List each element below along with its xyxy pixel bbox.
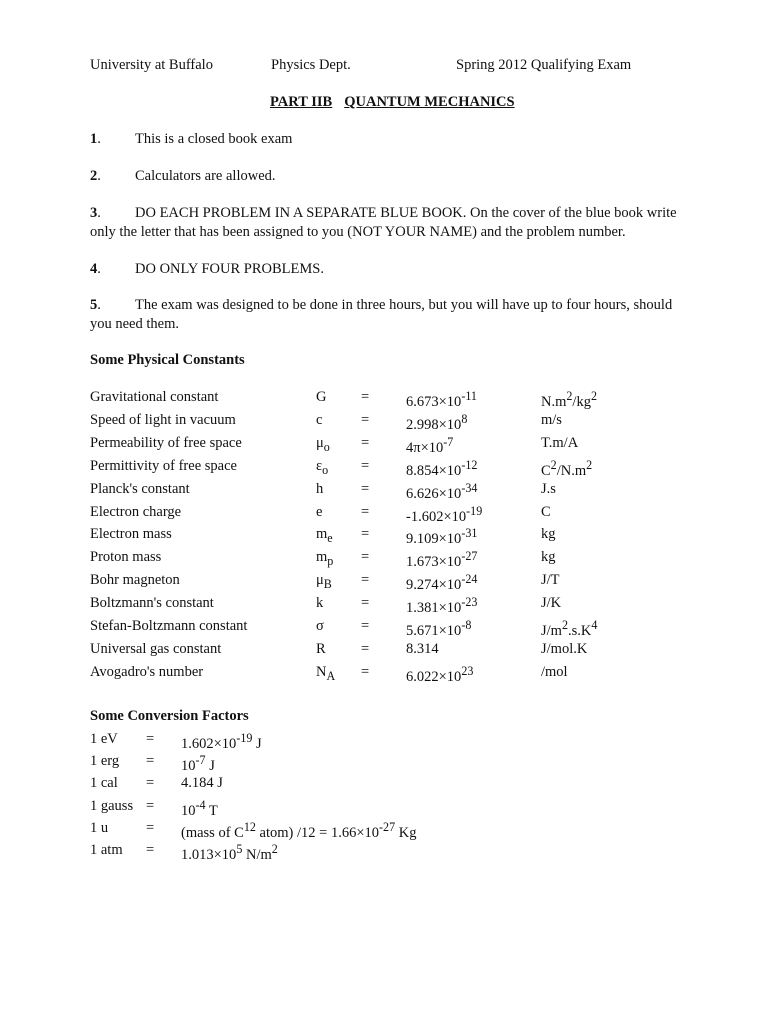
equals-sign: = <box>361 389 370 405</box>
conversion-row <box>90 820 510 840</box>
constant-unit: kg <box>541 526 556 542</box>
conversion-row <box>90 753 510 773</box>
equals-sign: = <box>361 572 370 588</box>
constant-unit: $J/m^2.s.K^4$ <box>541 618 598 639</box>
instruction-text: DO ONLY FOUR PROBLEMS. <box>135 261 324 277</box>
instruction-number: 4. <box>90 261 101 277</box>
instruction-item <box>90 167 710 186</box>
equals-sign: = <box>361 595 370 611</box>
constant-value: $6.673\times 10^{-11}$ <box>406 389 477 410</box>
constant-value: $9.274\times 10^{-24}$ <box>406 572 478 593</box>
equals-sign: = <box>146 820 155 836</box>
instruction-text-continued: you need them. <box>90 316 179 332</box>
constant-unit: J/K <box>541 595 562 611</box>
constant-row <box>90 641 650 661</box>
constant-value: $4\pi\times 10^{-7}$ <box>406 435 454 456</box>
equals-sign: = <box>361 664 370 680</box>
constant-value: $8.854\times 10^{-12}$ <box>406 458 478 479</box>
conversions-heading: Some Conversion Factors <box>90 708 249 724</box>
constant-row <box>90 435 650 455</box>
constant-unit: C <box>541 504 551 520</box>
instruction-item <box>90 260 710 279</box>
conversion-value: $10^{-4}$ T <box>181 798 218 819</box>
constant-name: Electron mass <box>90 526 172 542</box>
constant-unit: $C^2/N.m^2$ <box>541 458 593 479</box>
page-title <box>270 94 515 111</box>
constant-name: Electron charge <box>90 504 182 520</box>
conversion-unit: 1 atm <box>90 842 123 858</box>
header-exam: Spring 2012 Qualifying Exam <box>456 57 632 73</box>
constant-row <box>90 412 650 432</box>
instruction-text: DO EACH PROBLEM IN A SEPARATE BLUE BOOK. On the cover of the blue book write <box>135 205 677 221</box>
constant-value: $6.022\times 10^{23}$ <box>406 664 474 685</box>
constant-name: Gravitational constant <box>90 389 219 405</box>
instruction-number: 1. <box>90 131 101 147</box>
constant-symbol: h <box>316 481 324 497</box>
conversion-value: $1.013\times 10^5$ $N/m^2$ <box>181 842 278 863</box>
constant-value: $9.109\times 10^{-31}$ <box>406 526 478 547</box>
constant-unit: J.s <box>541 481 556 497</box>
header-university: University at Buffalo <box>90 57 213 73</box>
constant-unit: m/s <box>541 412 562 428</box>
constant-symbol: $m_p$ <box>316 549 334 568</box>
constant-symbol: $\varepsilon_o$ <box>316 458 329 477</box>
constant-symbol: $N_A$ <box>316 664 336 683</box>
constant-row <box>90 481 650 501</box>
constant-row <box>90 504 650 524</box>
conversion-unit: 1 eV <box>90 731 118 747</box>
equals-sign: = <box>361 526 370 542</box>
constant-unit: kg <box>541 549 556 565</box>
conversion-row <box>90 775 510 795</box>
constant-row <box>90 549 650 569</box>
instruction-number: 5. <box>90 297 101 313</box>
constant-symbol: k <box>316 595 324 611</box>
constant-symbol: $\mu_B$ <box>316 572 332 591</box>
conversion-unit: 1 cal <box>90 775 118 791</box>
constant-name: Proton mass <box>90 549 162 565</box>
header-department: Physics Dept. <box>271 57 351 73</box>
constant-symbol: G <box>316 389 327 405</box>
conversion-unit: 1 u <box>90 820 109 836</box>
constant-row <box>90 618 650 638</box>
constant-value: $6.626\times 10^{-34}$ <box>406 481 478 502</box>
constant-value: $5.671\times 10^{-8}$ <box>406 618 472 639</box>
constant-name: Stefan-Boltzmann constant <box>90 618 248 634</box>
conversion-row <box>90 731 510 751</box>
conversion-value: (mass of $C^{12}$ atom) $/12 = 1.66\times 10^{-27}$ Kg <box>181 820 417 841</box>
constant-row <box>90 458 650 478</box>
constant-symbol: $m_e$ <box>316 526 333 545</box>
constants-heading: Some Physical Constants <box>90 352 245 368</box>
equals-sign: = <box>361 481 370 497</box>
constant-value: $-1.602\times 10^{-19}$ <box>406 504 483 525</box>
constant-row <box>90 664 650 684</box>
instruction-text: Calculators are allowed. <box>135 168 276 184</box>
constant-name: Avogadro's number <box>90 664 204 680</box>
conversion-value: $1.602\times 10^{-19}$ J <box>181 731 262 752</box>
constant-unit: $N.m^2/kg^2$ <box>541 389 597 410</box>
constant-value: $1.381\times 10^{-23}$ <box>406 595 478 616</box>
constant-row <box>90 526 650 546</box>
constant-name: Boltzmann's constant <box>90 595 214 611</box>
equals-sign: = <box>361 618 370 634</box>
equals-sign: = <box>361 435 370 451</box>
constant-name: Permittivity of free space <box>90 458 237 474</box>
conversion-unit: 1 erg <box>90 753 120 769</box>
constant-name: Permeability of free space <box>90 435 242 451</box>
equals-sign: = <box>146 753 155 769</box>
conversion-row <box>90 798 510 818</box>
constant-unit: /mol <box>541 664 568 680</box>
conversion-row <box>90 842 510 862</box>
constant-symbol: $\mu_o$ <box>316 435 330 454</box>
constant-symbol: R <box>316 641 326 657</box>
equals-sign: = <box>146 731 155 747</box>
constant-value: 8.314 <box>406 641 439 657</box>
instruction-text-continued: only the letter that has been assigned to you (NOT YOUR NAME) and the problem number. <box>90 224 626 240</box>
constant-symbol: σ <box>316 618 324 634</box>
instruction-item <box>90 296 710 334</box>
equals-sign: = <box>361 458 370 474</box>
instruction-text: This is a closed book exam <box>135 131 293 147</box>
constant-name: Speed of light in vacuum <box>90 412 236 428</box>
equals-sign: = <box>361 504 370 520</box>
instruction-number: 3. <box>90 205 101 221</box>
title-part: PART IIB <box>270 94 333 110</box>
conversion-value: 4.184 J <box>181 775 223 791</box>
equals-sign: = <box>146 775 155 791</box>
equals-sign: = <box>361 641 370 657</box>
constant-symbol: c <box>316 412 323 428</box>
conversion-value: $10^{-7}$ J <box>181 753 215 774</box>
instruction-item <box>90 130 710 149</box>
constant-name: Universal gas constant <box>90 641 222 657</box>
instruction-number: 2. <box>90 168 101 184</box>
constant-name: Bohr magneton <box>90 572 180 588</box>
constant-row <box>90 572 650 592</box>
equals-sign: = <box>361 412 370 428</box>
constant-value: $1.673\times 10^{-27}$ <box>406 549 478 570</box>
instruction-text: The exam was designed to be done in three hours, but you will have up to four hours, should <box>135 297 673 313</box>
equals-sign: = <box>146 798 155 814</box>
constant-name: Planck's constant <box>90 481 190 497</box>
conversion-unit: 1 gauss <box>90 798 134 814</box>
equals-sign: = <box>361 549 370 565</box>
constant-value: $2.998\times 10^8$ <box>406 412 468 433</box>
equals-sign: = <box>146 842 155 858</box>
constant-unit: J/mol.K <box>541 641 588 657</box>
instruction-item <box>90 204 710 242</box>
title-subject: QUANTUM MECHANICS <box>344 94 515 110</box>
constant-row <box>90 389 650 409</box>
constant-unit: T.m/A <box>541 435 579 451</box>
constant-row <box>90 595 650 615</box>
constant-symbol: e <box>316 504 323 520</box>
constant-unit: J/T <box>541 572 560 588</box>
